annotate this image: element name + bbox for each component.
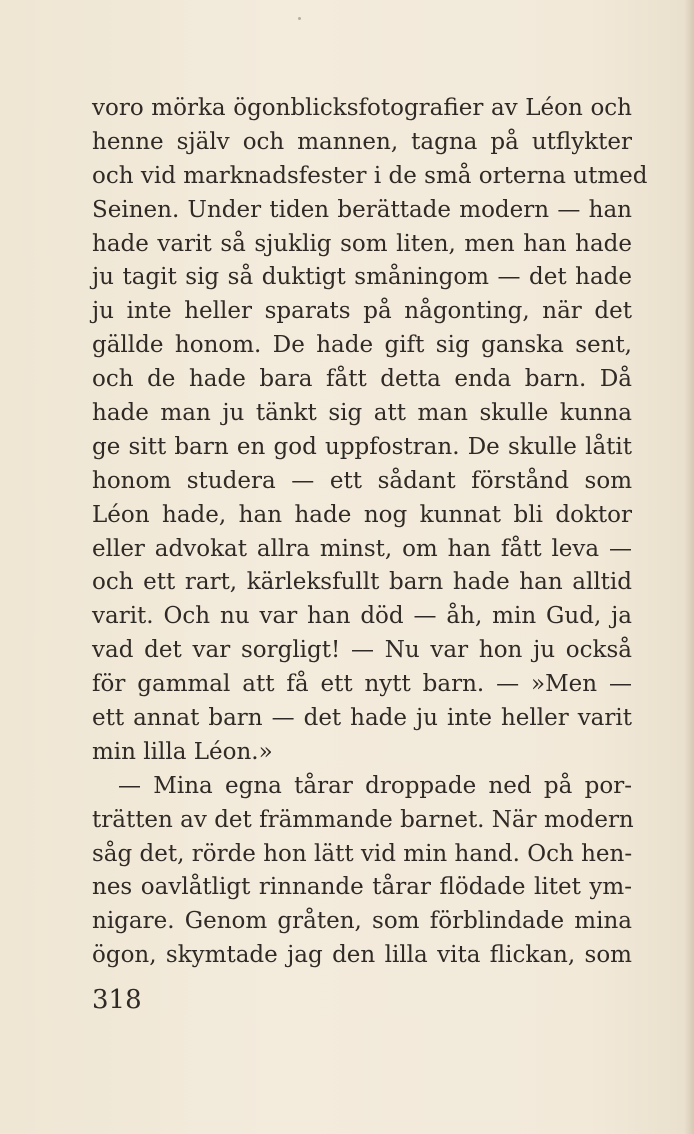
text-line: Seinen. Under tiden berättade modern — han <box>92 196 632 223</box>
text-line: henne själv och mannen, tagna på utflykter <box>92 128 632 155</box>
body-text <box>92 92 648 973</box>
text-line: varit. Och nu var han död — åh, min Gud, ja <box>92 603 632 630</box>
text-line: vad det var sorgligt! — Nu var hon ju också <box>92 637 632 664</box>
text-line: voro mörka ögonblicksfotografier av Léon och <box>92 95 632 121</box>
text-line: för gammal att få ett nytt barn. — »Men — <box>92 671 632 698</box>
text-line: och de hade bara fått detta enda barn. Då <box>92 366 632 393</box>
text-line: och ett rart, kärleksfullt barn hade han alltid <box>92 569 632 596</box>
text-line: nes oavlåtligt rinnande tårar flödade litet ym- <box>92 874 632 901</box>
text-line: hade varit så sjuklig som liten, men han hade <box>92 230 632 257</box>
text-line: såg det, rörde hon lätt vid min hand. Och hen- <box>92 840 633 867</box>
text-line: trätten av det främmande barnet. När modern <box>92 806 634 833</box>
text-line: Léon hade, han hade nog kunnat bli doktor <box>92 501 632 528</box>
paragraph-end-line: min lilla Léon.» <box>92 738 273 765</box>
text-line: gällde honom. De hade gift sig ganska sent, <box>92 332 632 359</box>
text-line: och vid marknadsfester i de små orterna utmed <box>92 162 648 189</box>
text-line: honom studera — ett sådant förstånd som <box>92 467 632 494</box>
text-line: ögon, skymtade jag den lilla vita flickan, som <box>92 942 632 969</box>
text-line: eller advokat allra minst, om han fått leva — <box>92 535 632 562</box>
paper-speck <box>298 17 301 20</box>
paragraph-start-line: — Mina egna tårar droppade ned på por- <box>118 772 632 799</box>
page-edge-shadow <box>684 0 694 1134</box>
text-line: ju tagit sig så duktigt småningom — det hade <box>92 264 632 291</box>
text-line: ett annat barn — det hade ju inte heller varit <box>92 705 632 732</box>
text-line: hade man ju tänkt sig att man skulle kunna <box>92 400 632 427</box>
text-line: ju inte heller sparats på någonting, när det <box>92 298 632 325</box>
text-line: ge sitt barn en god uppfostran. De skulle låtit <box>92 433 632 460</box>
text-line: nigare. Genom gråten, som förblindade mina <box>92 908 632 935</box>
page-number: 318 <box>92 985 142 1015</box>
